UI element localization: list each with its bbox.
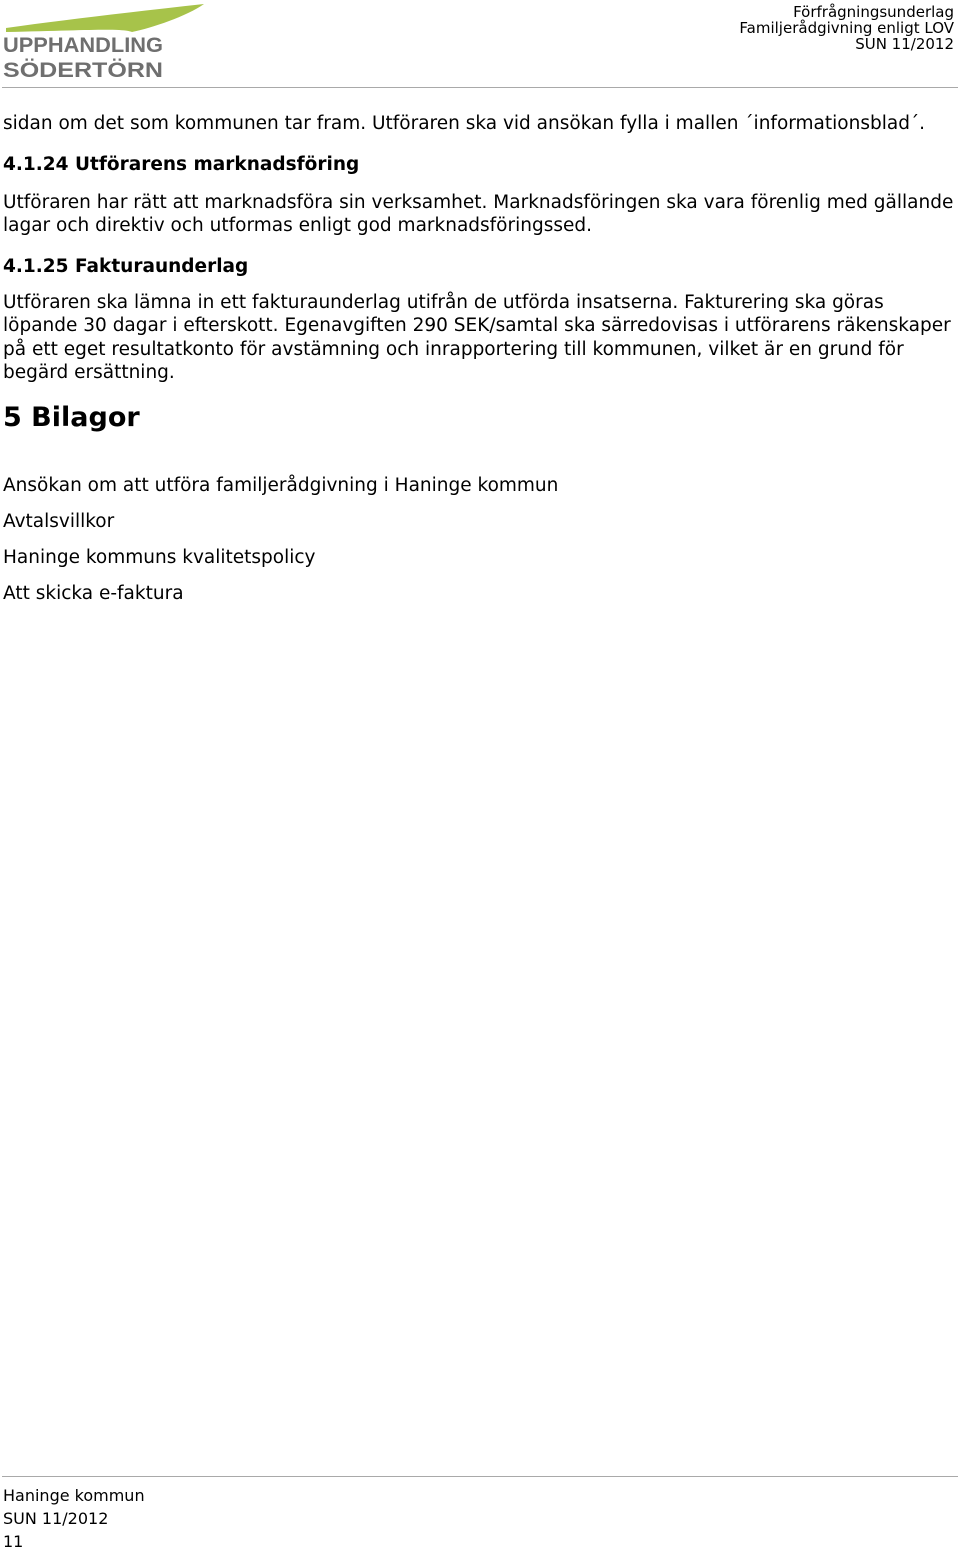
header-divider (2, 87, 958, 88)
footer-organization: Haninge kommun (3, 1486, 145, 1505)
upphandling-sodertorn-logo (2, 2, 207, 80)
page-footer (3, 1484, 145, 1553)
logo-text-line1: UPPHANDLING (3, 34, 163, 57)
logo-text-line2: SÖDERTÖRN (3, 59, 163, 80)
document-reference: SUN 11/2012 (855, 35, 954, 53)
attachment-list (3, 474, 958, 606)
section-heading-4-1-25: 4.1.25 Fakturaunderlag (3, 255, 249, 277)
intro-paragraph: sidan om det som kommunen tar fram. Utföraren ska vid ansökan fylla i mallen ´informationsblad´. (3, 113, 926, 134)
attachment-item: Ansökan om att utföra familjerådgivning i Haninge kommun (3, 474, 559, 496)
attachment-item: Att skicka e-faktura (3, 582, 184, 604)
logo-swoosh (6, 4, 204, 32)
document-subject: Familjerådgivning enligt LOV (739, 19, 954, 37)
attachment-item: Haninge kommuns kvalitetspolicy (3, 546, 316, 568)
document-header-info (739, 4, 954, 52)
page-content (3, 112, 958, 618)
page-number: 11 (3, 1532, 24, 1551)
document-type: Förfrågningsunderlag (793, 3, 954, 21)
section-text-4-1-25: Utföraren ska lämna in ett fakturaunderlag utifrån de utförda insatserna. Fakturering ska göras löpande 30 dagar i efterskott. Egenavgiften 290 SEK/samtal ska särredovisas i utförarens räkenskaper på ett eget resultatkonto för avstämning och inrapportering till kommunen, vilket är en grund för begärd ersättning. (3, 291, 951, 383)
section-heading-4-1-24: 4.1.24 Utförarens marknadsföring (3, 153, 360, 175)
footer-reference: SUN 11/2012 (3, 1509, 109, 1528)
section-heading-5: 5 Bilagor (3, 401, 140, 433)
attachment-item: Avtalsvillkor (3, 510, 115, 532)
footer-divider (2, 1476, 958, 1477)
section-text-4-1-24: Utföraren har rätt att marknadsföra sin verksamhet. Marknadsföringen ska vara förenlig med gällande lagar och direktiv och utformas enligt god marknadsföringssed. (3, 191, 954, 236)
